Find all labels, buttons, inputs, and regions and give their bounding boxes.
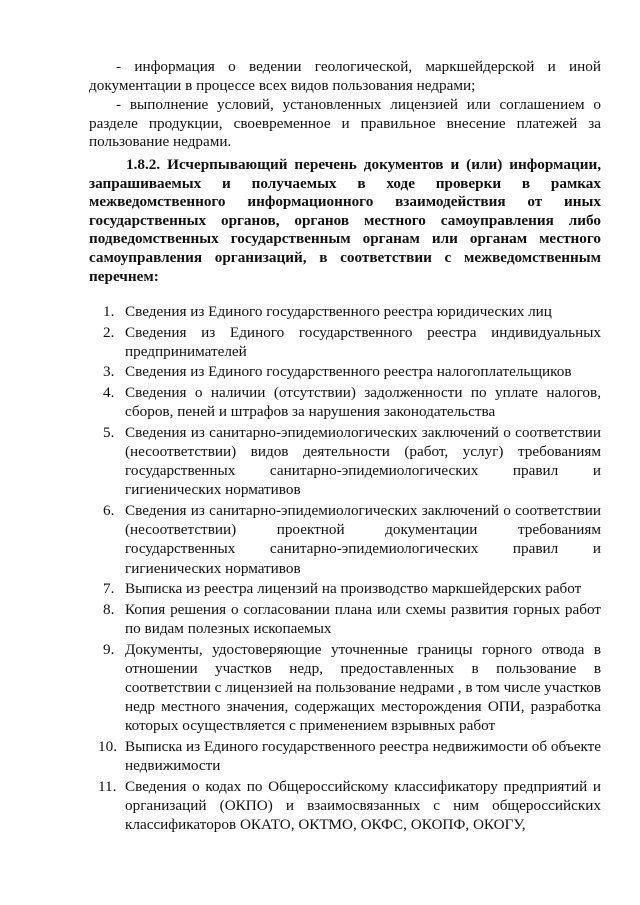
list-item-number: 6. bbox=[103, 501, 115, 519]
list-item-number: 7. bbox=[103, 580, 115, 598]
list-item-text: Сведения из Единого государственного реестра юридических лиц bbox=[125, 303, 552, 320]
list-item-text: Копия решения о согласовании плана или схемы развития горных работ по видам полезных ископаемых bbox=[125, 600, 601, 637]
documents-list bbox=[98, 302, 601, 836]
list-item-text: Сведения о кодах по Общероссийскому классификатору предприятий и организаций (ОКПО) и взаимосвязанных с ним общероссийских классификаторов ОКАТО, ОКТМО, ОКФС, ОКОПФ, ОКОГУ, bbox=[125, 777, 601, 834]
intro-paragraph-license-conditions: - выполнение условий, установленных лицензией или соглашением о разделе продукции, своевременное и правильное внесение платежей за пользование недрами. bbox=[89, 96, 601, 151]
list-item-number: 3. bbox=[103, 363, 115, 381]
list-item-number: 10. bbox=[98, 737, 117, 755]
list-item-text: Выписка из Единого государственного реестра недвижимости об объекте недвижимости bbox=[125, 737, 601, 775]
list-item bbox=[103, 640, 601, 736]
list-item bbox=[103, 600, 601, 638]
list-item bbox=[98, 737, 601, 775]
list-item-number: 9. bbox=[103, 640, 115, 658]
list-item bbox=[103, 579, 601, 598]
intro-paragraph-geological-documentation: - информация о ведении геологической, маркшейдерской и иной документации в процессе всех видов пользования недрами; bbox=[89, 58, 601, 94]
list-item-number: 4. bbox=[103, 383, 115, 401]
list-item-text: Выписка из реестра лицензий на производство маркшейдерских работ bbox=[125, 580, 582, 598]
list-item bbox=[103, 423, 601, 500]
list-item bbox=[103, 383, 601, 421]
list-item-number: 1. bbox=[103, 303, 115, 320]
list-item bbox=[103, 501, 601, 578]
list-item-text: Сведения из санитарно-эпидемиологических заключений о соответствии (несоответствии) видов деятельности (работ, услуг) требованиям государственных санитарно-эпидемиологических правил и гигиенических нормативов bbox=[125, 423, 601, 499]
list-item bbox=[103, 362, 601, 381]
list-item-text: Сведения из санитарно-эпидемиологических заключений о соответствии (несоответствии) проектной документации требованиям государственных санитарно-эпидемиологических правил и гигиенических нормативов bbox=[125, 501, 601, 577]
list-item-text: Сведения из Единого государственного реестра налогоплательщиков bbox=[125, 363, 572, 381]
list-item bbox=[103, 323, 601, 361]
list-item bbox=[98, 777, 601, 835]
list-item-number: 5. bbox=[103, 423, 115, 441]
list-item-number: 2. bbox=[103, 323, 115, 341]
section-heading-1-8-2: 1.8.2. Исчерпывающий перечень документов и (или) информации, запрашиваемых и получаемых в ходе проверки в рамках межведомственного информационного взаимодействия от иных государственных органов, органов местного самоуправления либо подведомственных государственным органам или органам местного самоуправления организаций, в соответствии с межведомственным перечнем: bbox=[89, 156, 601, 285]
list-item bbox=[103, 302, 601, 321]
list-item-number: 11. bbox=[98, 777, 117, 795]
list-item-text: Документы, удостоверяющие уточненные границы горного отвода в отношении участков недр, предоставленных в пользование в соответствии с лицензией на пользование недрами , в том числе участков недр местного значения, содержащих месторождения ОПИ, разработка которых осуществляется с применением взрывных работ bbox=[125, 640, 601, 735]
list-item-text: Сведения о наличии (отсутствии) задолженности по уплате налогов, сборов, пеней и штрафов за нарушения законодательства bbox=[125, 383, 601, 421]
list-item-number: 8. bbox=[103, 600, 115, 618]
list-item-text: Сведения из Единого государственного реестра индивидуальных предпринимателей bbox=[125, 323, 601, 360]
